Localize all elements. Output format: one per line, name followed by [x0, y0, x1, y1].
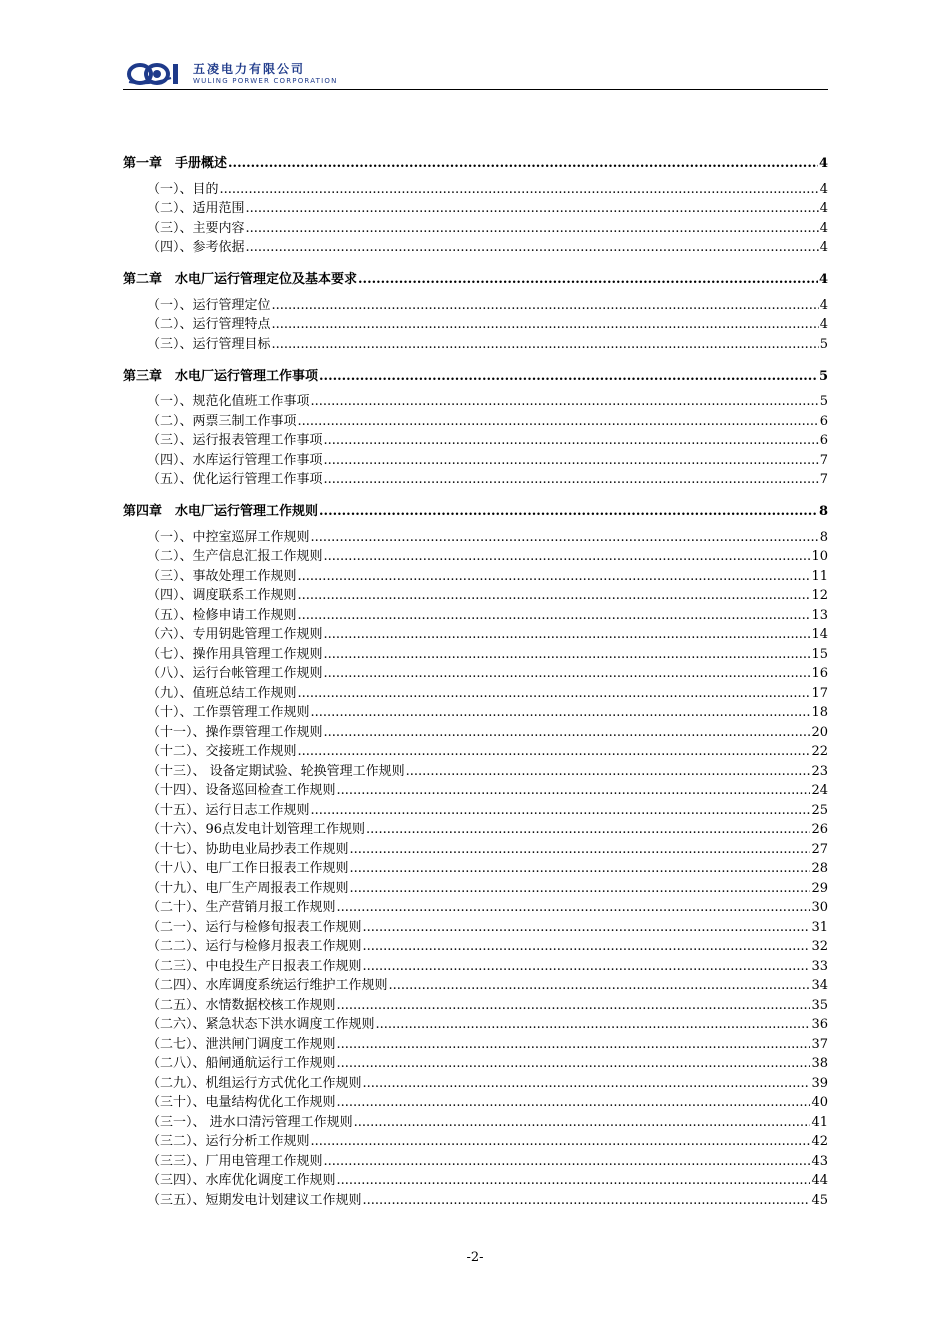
toc-dot-leader — [363, 939, 811, 954]
toc-entry-title: 第三章 水电厂运行管理工作事项 — [123, 368, 319, 384]
toc-entry-page: 28 — [811, 861, 828, 876]
toc-entry-page: 11 — [811, 568, 828, 584]
toc-entry-title: （六）、专用钥匙管理工作规则 — [147, 627, 323, 642]
toc-dot-leader — [324, 647, 811, 662]
toc-dot-leader — [298, 414, 819, 429]
toc-section-entry[interactable] — [123, 662, 828, 682]
toc-entry-page: 17 — [811, 685, 828, 701]
toc-entry-title: （二四）、水库调度系统运行维护工作规则 — [147, 978, 388, 993]
toc-section-entry[interactable] — [123, 1188, 828, 1208]
toc-dot-leader — [337, 1037, 811, 1052]
toc-entry-page: 13 — [811, 607, 828, 623]
toc-entry-title: （十二）、交接班工作规则 — [147, 744, 297, 759]
toc-entry-page: 29 — [811, 880, 828, 896]
toc-section-entry[interactable] — [123, 236, 828, 256]
toc-entry-title: （四）、水库运行管理工作事项 — [147, 452, 323, 468]
toc-section-entry[interactable] — [123, 720, 828, 740]
toc-entry-page: 4 — [819, 297, 828, 313]
company-name — [193, 62, 338, 86]
toc-entry-page: 45 — [811, 1192, 828, 1208]
toc-entry-title: （二六）、紧急状态下洪水调度工作规则 — [147, 1017, 375, 1032]
toc-section-entry[interactable] — [123, 313, 828, 333]
toc-entry-title: （三）、事故处理工作规则 — [147, 568, 297, 584]
toc-section-entry[interactable] — [123, 1071, 828, 1091]
toc-dot-leader — [324, 725, 811, 740]
toc-dot-leader — [298, 744, 811, 759]
toc-entry-page: 4 — [819, 317, 828, 332]
toc-entry-page: 30 — [811, 900, 828, 915]
toc-entry-page: 35 — [811, 997, 828, 1013]
toc-dot-leader — [350, 842, 811, 857]
toc-section-entry[interactable] — [123, 1013, 828, 1033]
toc-entry-title: （三）、主要内容 — [147, 220, 245, 236]
toc-entry-title: （十六）、96点发电计划管理工作规则 — [147, 822, 366, 837]
header-divider — [123, 89, 828, 90]
toc-dot-leader — [298, 608, 811, 623]
toc-entry-title: （十九）、电厂生产周报表工作规则 — [147, 880, 349, 896]
toc-entry-title: （二五）、水情数据校核工作规则 — [147, 997, 336, 1013]
toc-entry-page: 6 — [819, 433, 828, 448]
toc-dot-leader — [389, 978, 811, 993]
toc-entry-page: 7 — [819, 452, 828, 468]
toc-dot-leader — [354, 1115, 811, 1130]
toc-dot-leader — [311, 705, 811, 720]
toc-entry-page: 18 — [811, 705, 828, 720]
toc-dot-leader — [406, 764, 811, 779]
toc-entry-page: 43 — [811, 1153, 828, 1169]
toc-section-entry[interactable] — [123, 915, 828, 935]
toc-section-entry[interactable] — [123, 1149, 828, 1169]
toc-chapter-entry[interactable] — [123, 497, 828, 519]
toc-dot-leader — [311, 394, 819, 409]
toc-section-entry[interactable] — [123, 197, 828, 217]
toc-dot-leader — [363, 959, 811, 974]
toc-entry-title: （二八）、船闸通航运行工作规则 — [147, 1056, 336, 1071]
toc-section-entry[interactable] — [123, 779, 828, 799]
toc-dot-leader — [337, 1095, 811, 1110]
toc-dot-leader — [324, 433, 819, 448]
toc-entry-page: 4 — [819, 240, 828, 255]
toc-section-entry[interactable] — [123, 740, 828, 760]
toc-entry-title: （二）、生产信息汇报工作规则 — [147, 549, 323, 564]
toc-entry-title: （一）、运行管理定位 — [147, 297, 271, 313]
toc-dot-leader — [246, 201, 819, 216]
toc-chapter-entry[interactable] — [123, 265, 828, 287]
toc-entry-title: （三三）、厂用电管理工作规则 — [147, 1153, 323, 1169]
toc-dot-leader — [366, 822, 810, 837]
toc-entry-page: 16 — [811, 666, 828, 681]
toc-section-entry[interactable] — [123, 1110, 828, 1130]
toc-section-entry[interactable] — [123, 896, 828, 916]
toc-entry-title: （四）、参考依据 — [147, 240, 245, 255]
table-of-contents — [123, 149, 828, 1208]
toc-entry-title: （十五）、运行日志工作规则 — [147, 802, 310, 818]
toc-entry-title: 第四章 水电厂运行管理工作规则 — [123, 504, 319, 519]
toc-entry-title: （十八）、电厂工作日报表工作规则 — [147, 861, 349, 876]
toc-dot-leader — [272, 337, 819, 352]
toc-entry-page: 5 — [819, 336, 828, 352]
company-name-en: WULING PORWER CORPORATION — [193, 77, 338, 85]
toc-entry-page: 27 — [811, 841, 828, 857]
toc-section-entry[interactable] — [123, 603, 828, 623]
toc-dot-leader — [358, 272, 818, 287]
toc-section-entry[interactable] — [123, 798, 828, 818]
toc-dot-leader — [324, 627, 811, 642]
toc-dot-leader — [324, 1154, 811, 1169]
toc-dot-leader — [246, 221, 819, 236]
toc-entry-title: （十一）、操作票管理工作规则 — [147, 724, 323, 740]
toc-dot-leader — [272, 298, 819, 313]
toc-section-entry[interactable] — [123, 974, 828, 994]
toc-entry-page: 31 — [811, 919, 828, 935]
toc-dot-leader — [298, 686, 811, 701]
toc-entry-page: 7 — [819, 472, 828, 487]
toc-entry-title: （一）、目的 — [147, 181, 219, 197]
toc-entry-page: 33 — [811, 958, 828, 974]
toc-entry-page: 23 — [811, 763, 828, 779]
toc-entry-title: （二）、运行管理特点 — [147, 317, 271, 332]
toc-entry-title: （二十）、生产营销月报工作规则 — [147, 900, 336, 915]
toc-dot-leader — [246, 240, 819, 255]
toc-dot-leader — [363, 920, 811, 935]
toc-entry-title: （四）、调度联系工作规则 — [147, 588, 297, 603]
page-number: -2- — [466, 1250, 484, 1265]
toc-section-entry[interactable] — [123, 1052, 828, 1072]
toc-dot-leader — [337, 900, 811, 915]
toc-dot-leader — [363, 1193, 811, 1208]
toc-dot-leader — [376, 1017, 811, 1032]
toc-section-entry[interactable] — [123, 1130, 828, 1150]
toc-entry-page: 15 — [811, 646, 828, 662]
toc-entry-title: （二二）、运行与检修月报表工作规则 — [147, 939, 362, 954]
toc-section-entry[interactable] — [123, 1169, 828, 1189]
toc-section-entry[interactable] — [123, 954, 828, 974]
toc-entry-page: 40 — [811, 1095, 828, 1110]
toc-dot-leader — [311, 803, 811, 818]
toc-section-entry[interactable] — [123, 701, 828, 721]
toc-entry-page: 39 — [811, 1075, 828, 1091]
toc-entry-title: （一）、规范化值班工作事项 — [147, 394, 310, 409]
toc-dot-leader — [337, 1173, 811, 1188]
toc-entry-page: 6 — [819, 413, 828, 429]
toc-section-entry[interactable] — [123, 293, 828, 313]
toc-dot-leader — [298, 569, 811, 584]
toc-section-entry[interactable] — [123, 857, 828, 877]
toc-entry-title: （二）、适用范围 — [147, 201, 245, 216]
toc-section-entry[interactable] — [123, 468, 828, 488]
toc-section-entry[interactable] — [123, 876, 828, 896]
toc-entry-title: （三五）、短期发电计划建议工作规则 — [147, 1192, 362, 1208]
wuling-logo-icon — [127, 60, 187, 86]
toc-entry-page: 44 — [811, 1173, 828, 1188]
toc-entry-title: （三）、运行管理目标 — [147, 336, 271, 352]
toc-entry-title: （二七）、泄洪闸门调度工作规则 — [147, 1036, 336, 1052]
toc-entry-page: 8 — [818, 504, 828, 519]
toc-entry-page: 4 — [819, 181, 828, 197]
toc-entry-page: 24 — [811, 783, 828, 798]
toc-entry-page: 20 — [811, 724, 828, 740]
toc-entry-title: 第一章 手册概述 — [123, 156, 228, 171]
toc-section-entry[interactable] — [123, 409, 828, 429]
toc-entry-page: 4 — [819, 220, 828, 236]
toc-dot-leader — [220, 182, 819, 197]
toc-dot-leader — [350, 861, 811, 876]
toc-dot-leader — [228, 156, 818, 171]
toc-entry-page: 37 — [811, 1036, 828, 1052]
toc-section-entry[interactable] — [123, 584, 828, 604]
toc-section-entry[interactable] — [123, 935, 828, 955]
toc-entry-title: （二）、两票三制工作事项 — [147, 413, 297, 429]
toc-entry-title: （七）、操作用具管理工作规则 — [147, 646, 323, 662]
toc-section-entry[interactable] — [123, 1032, 828, 1052]
toc-dot-leader — [337, 783, 811, 798]
toc-section-entry[interactable] — [123, 525, 828, 545]
toc-entry-page: 22 — [811, 744, 828, 759]
toc-entry-page: 4 — [818, 156, 828, 171]
toc-section-entry[interactable] — [123, 818, 828, 838]
toc-dot-leader — [319, 504, 818, 519]
toc-entry-title: （三）、运行报表管理工作事项 — [147, 433, 323, 448]
toc-entry-title: （十七）、协助电业局抄表工作规则 — [147, 841, 349, 857]
toc-dot-leader — [272, 317, 819, 332]
page-header — [123, 58, 828, 90]
toc-entry-page: 42 — [811, 1134, 828, 1149]
toc-dot-leader — [311, 530, 819, 545]
toc-dot-leader — [311, 1134, 811, 1149]
toc-entry-title: 第二章 水电厂运行管理定位及基本要求 — [123, 272, 358, 287]
toc-dot-leader — [319, 369, 818, 384]
toc-entry-title: （十）、工作票管理工作规则 — [147, 705, 310, 720]
toc-section-entry[interactable] — [123, 681, 828, 701]
toc-dot-leader — [337, 1056, 811, 1071]
toc-entry-page: 25 — [811, 802, 828, 818]
toc-dot-leader — [363, 1076, 811, 1091]
toc-entry-title: （一）、中控室巡屏工作规则 — [147, 529, 310, 545]
toc-entry-title: （九）、值班总结工作规则 — [147, 685, 297, 701]
toc-dot-leader — [324, 472, 819, 487]
toc-entry-title: （五）、检修申请工作规则 — [147, 607, 297, 623]
toc-section-entry[interactable] — [123, 429, 828, 449]
toc-entry-page: 36 — [811, 1017, 828, 1032]
toc-entry-page: 34 — [811, 978, 828, 993]
toc-section-entry[interactable] — [123, 837, 828, 857]
toc-dot-leader — [324, 453, 819, 468]
toc-entry-title: （三一）、 进水口清污管理工作规则 — [147, 1114, 353, 1130]
toc-entry-page: 41 — [811, 1114, 828, 1130]
toc-section-entry[interactable] — [123, 390, 828, 410]
toc-entry-title: （八）、运行台帐管理工作规则 — [147, 666, 323, 681]
toc-dot-leader — [324, 666, 811, 681]
toc-section-entry[interactable] — [123, 759, 828, 779]
toc-entry-title: （三四）、水库优化调度工作规则 — [147, 1173, 336, 1188]
toc-dot-leader — [298, 588, 811, 603]
toc-section-entry[interactable] — [123, 332, 828, 352]
toc-section-entry[interactable] — [123, 545, 828, 565]
toc-entry-title: （十三）、 设备定期试验、轮换管理工作规则 — [147, 763, 405, 779]
toc-section-entry[interactable] — [123, 642, 828, 662]
toc-entry-page: 8 — [819, 529, 828, 545]
company-name-cn: 五凌电力有限公司 — [193, 62, 306, 76]
toc-dot-leader — [350, 881, 811, 896]
toc-entry-page: 5 — [819, 394, 828, 409]
toc-entry-page: 32 — [811, 939, 828, 954]
toc-entry-title: （十四）、设备巡回检查工作规则 — [147, 783, 336, 798]
toc-entry-title: （二九）、机组运行方式优化工作规则 — [147, 1075, 362, 1091]
toc-section-entry[interactable] — [123, 993, 828, 1013]
toc-section-entry[interactable] — [123, 623, 828, 643]
toc-section-entry[interactable] — [123, 564, 828, 584]
toc-chapter-entry[interactable] — [123, 362, 828, 384]
toc-entry-page: 12 — [811, 588, 828, 603]
toc-section-entry[interactable] — [123, 448, 828, 468]
toc-entry-title: （五）、优化运行管理工作事项 — [147, 472, 323, 487]
toc-entry-title: （二一）、运行与检修旬报表工作规则 — [147, 919, 362, 935]
toc-entry-title: （二三）、中电投生产日报表工作规则 — [147, 958, 362, 974]
toc-entry-title: （三二）、运行分析工作规则 — [147, 1134, 310, 1149]
toc-entry-page: 38 — [811, 1056, 828, 1071]
toc-entry-page: 5 — [818, 368, 828, 384]
toc-section-entry[interactable] — [123, 216, 828, 236]
toc-entry-page: 10 — [811, 549, 828, 564]
toc-section-entry[interactable] — [123, 177, 828, 197]
toc-dot-leader — [324, 549, 811, 564]
toc-entry-page: 4 — [819, 201, 828, 216]
toc-section-entry[interactable] — [123, 1091, 828, 1111]
toc-chapter-entry[interactable] — [123, 149, 828, 171]
toc-entry-page: 26 — [811, 822, 828, 837]
toc-entry-page: 4 — [818, 272, 828, 287]
toc-dot-leader — [337, 998, 811, 1013]
toc-entry-title: （三十）、电量结构优化工作规则 — [147, 1095, 336, 1110]
toc-entry-page: 14 — [811, 627, 828, 642]
